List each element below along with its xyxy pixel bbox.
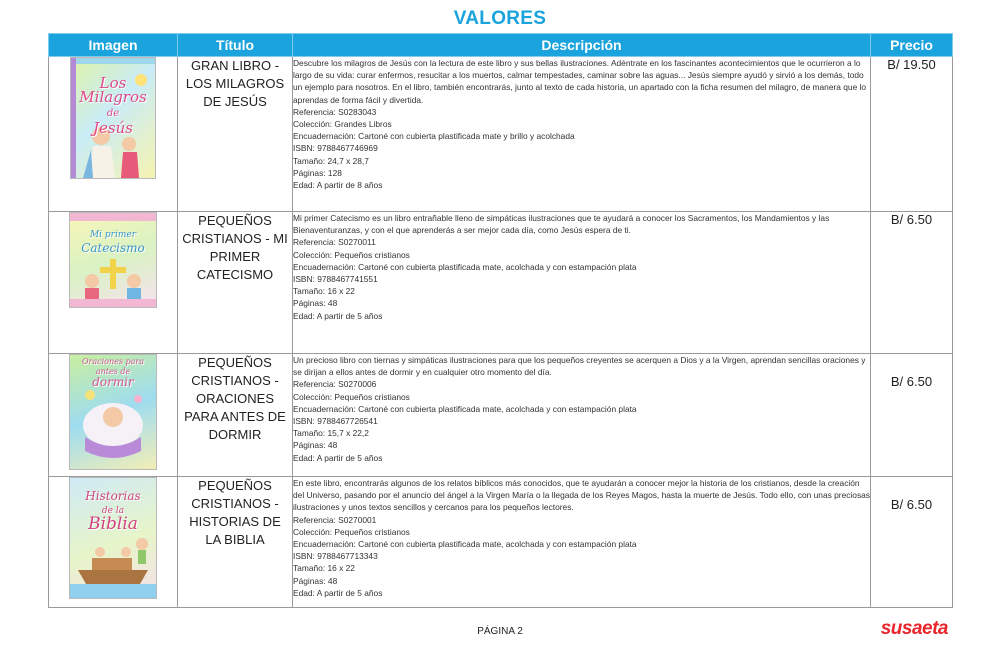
size-text: Tamaño: 15,7 x 22,2 [293,428,369,439]
cover-title: Oraciones para antes de dormir [81,357,145,389]
isbn-text: ISBN: 9788467726541 [293,416,378,427]
table-row [49,212,953,354]
book-title: GRAN LIBRO - LOS MILAGROS DE JESÚS [178,57,293,212]
pages-text: Páginas: 48 [293,575,338,586]
isbn-text: ISBN: 9788467741551 [293,274,378,285]
age-text: Edad: A partir de 8 años [293,180,383,191]
book-cover-catecismo-icon [69,212,157,308]
product-table [48,33,953,608]
description-cell [293,212,871,354]
page-title: VALORES [453,8,547,29]
collection-text: Colección: Pequeños cristianos [293,391,410,402]
binding-text: Encuadernación: Cartoné con cubierta plastificada mate y brillo y acolchada [293,131,575,142]
price-cell: B/ 6.50 [871,212,953,354]
pages-text: Páginas: 48 [293,298,338,309]
image-cell [49,212,178,354]
description-text: En este libro, encontrarás algunos de los relatos bíblicos más conocidos, que te ayudarán a conocer mejor la historia de los cristianos, desde la creación del Universo, pasando por el anuncio del ángel a la Virgen María o la llegada de los Reyes Magos, hasta la muerte de Jesús. Todo ello, con unas preciosas ilustraciones y unos textos sencillos y cercanos para los pequeños lectores. [293,478,870,513]
description-text: Descubre los milagros de Jesús con la lectura de este libro y sus bellas ilustraciones. Adéntrate en los fascinantes acontecimientos que le ocurrieron a lo largo de su vida: curar enfermos, resucitar a los muertos, calmar tempestades, caminar sobre las aguas... Jesús siempre ayudó y sirvió a los demás, todo un ejemplo para nosotros. En el libro, también encontrarás, junto al texto de cada historia, un apartado con la ficha resumen del milagro, de manera que lo aprendas de forma fácil y divertida. [293,58,867,105]
price-cell: B/ 6.50 [871,354,953,477]
cover-title: Mi primer Catecismo [81,230,145,255]
table-header-row [49,34,953,57]
book-cover-milagros-icon [70,57,156,179]
book-title: PEQUEÑOS CRISTIANOS - MI PRIMER CATECISMO [178,212,293,354]
table-row [49,57,953,212]
table-row [49,354,953,477]
age-text: Edad: A partir de 5 años [293,310,383,321]
column-header-precio: Precio [871,34,953,57]
description-text: Un precioso libro con tiernas y simpáticas ilustraciones para que los pequeños creyentes se acerquen a Dios y a la Virgen, aprendan sencillas oraciones y se dirijan a ellos antes de dormir y en cualquier otro momento del día. [293,355,866,378]
size-text: Tamaño: 16 x 22 [293,563,355,574]
image-cell [49,57,178,212]
cover-title: Los Milagros de Jesús [79,74,147,137]
table-row [49,477,953,608]
description-text: Mi primer Catecismo es un libro entrañable lleno de simpáticas ilustraciones que te ayudará a conocer los Sacramentos, los Mandamientos y las Bienaventuranzas, y con el que aprenderás a ser mejor cada día, como Jesús espera de ti. [293,213,830,236]
page-number: PÁGINA 2 [477,626,523,637]
price-cell: B/ 6.50 [871,477,953,608]
binding-text: Encuadernación: Cartoné con cubierta plastificada mate, acolchada y con estampación plata [293,539,637,550]
isbn-text: ISBN: 9788467713343 [293,551,378,562]
reference-text: Referencia: S0283043 [293,106,377,117]
isbn-text: ISBN: 9788467746969 [293,143,378,154]
binding-text: Encuadernación: Cartoné con cubierta plastificada mate, acolchada y con estampación plata [293,261,637,272]
collection-text: Colección: Pequeños cristianos [293,249,410,260]
description-cell [293,477,871,608]
size-text: Tamaño: 16 x 22 [293,286,355,297]
age-text: Edad: A partir de 5 años [293,587,383,598]
cover-title: Historias de la Biblia [85,489,141,534]
column-header-imagen: Imagen [49,34,178,57]
book-cover-biblia-icon [69,477,157,599]
price-cell: B/ 19.50 [871,57,953,212]
image-cell [49,354,178,477]
collection-text: Colección: Grandes Libros [293,119,392,130]
binding-text: Encuadernación: Cartoné con cubierta plastificada mate, acolchada y con estampación plata [293,403,637,414]
age-text: Edad: A partir de 5 años [293,452,383,463]
size-text: Tamaño: 24,7 x 28,7 [293,155,369,166]
book-title: PEQUEÑOS CRISTIANOS - HISTORIAS DE LA BIBLIA [178,477,293,608]
description-cell [293,354,871,477]
description-cell [293,57,871,212]
reference-text: Referencia: S0270001 [293,514,377,525]
book-title: PEQUEÑOS CRISTIANOS - ORACIONES PARA ANTES DE DORMIR [178,354,293,477]
column-header-titulo: Título [178,34,293,57]
book-cover-oraciones-icon [69,354,157,470]
susaeta-logo: susaeta [880,618,948,639]
reference-text: Referencia: S0270006 [293,379,377,390]
reference-text: Referencia: S0270011 [293,237,376,248]
collection-text: Colección: Pequeños cristianos [293,526,410,537]
column-header-descripcion: Descripción [293,34,871,57]
image-cell [49,477,178,608]
pages-text: Páginas: 128 [293,167,342,178]
pages-text: Páginas: 48 [293,440,338,451]
